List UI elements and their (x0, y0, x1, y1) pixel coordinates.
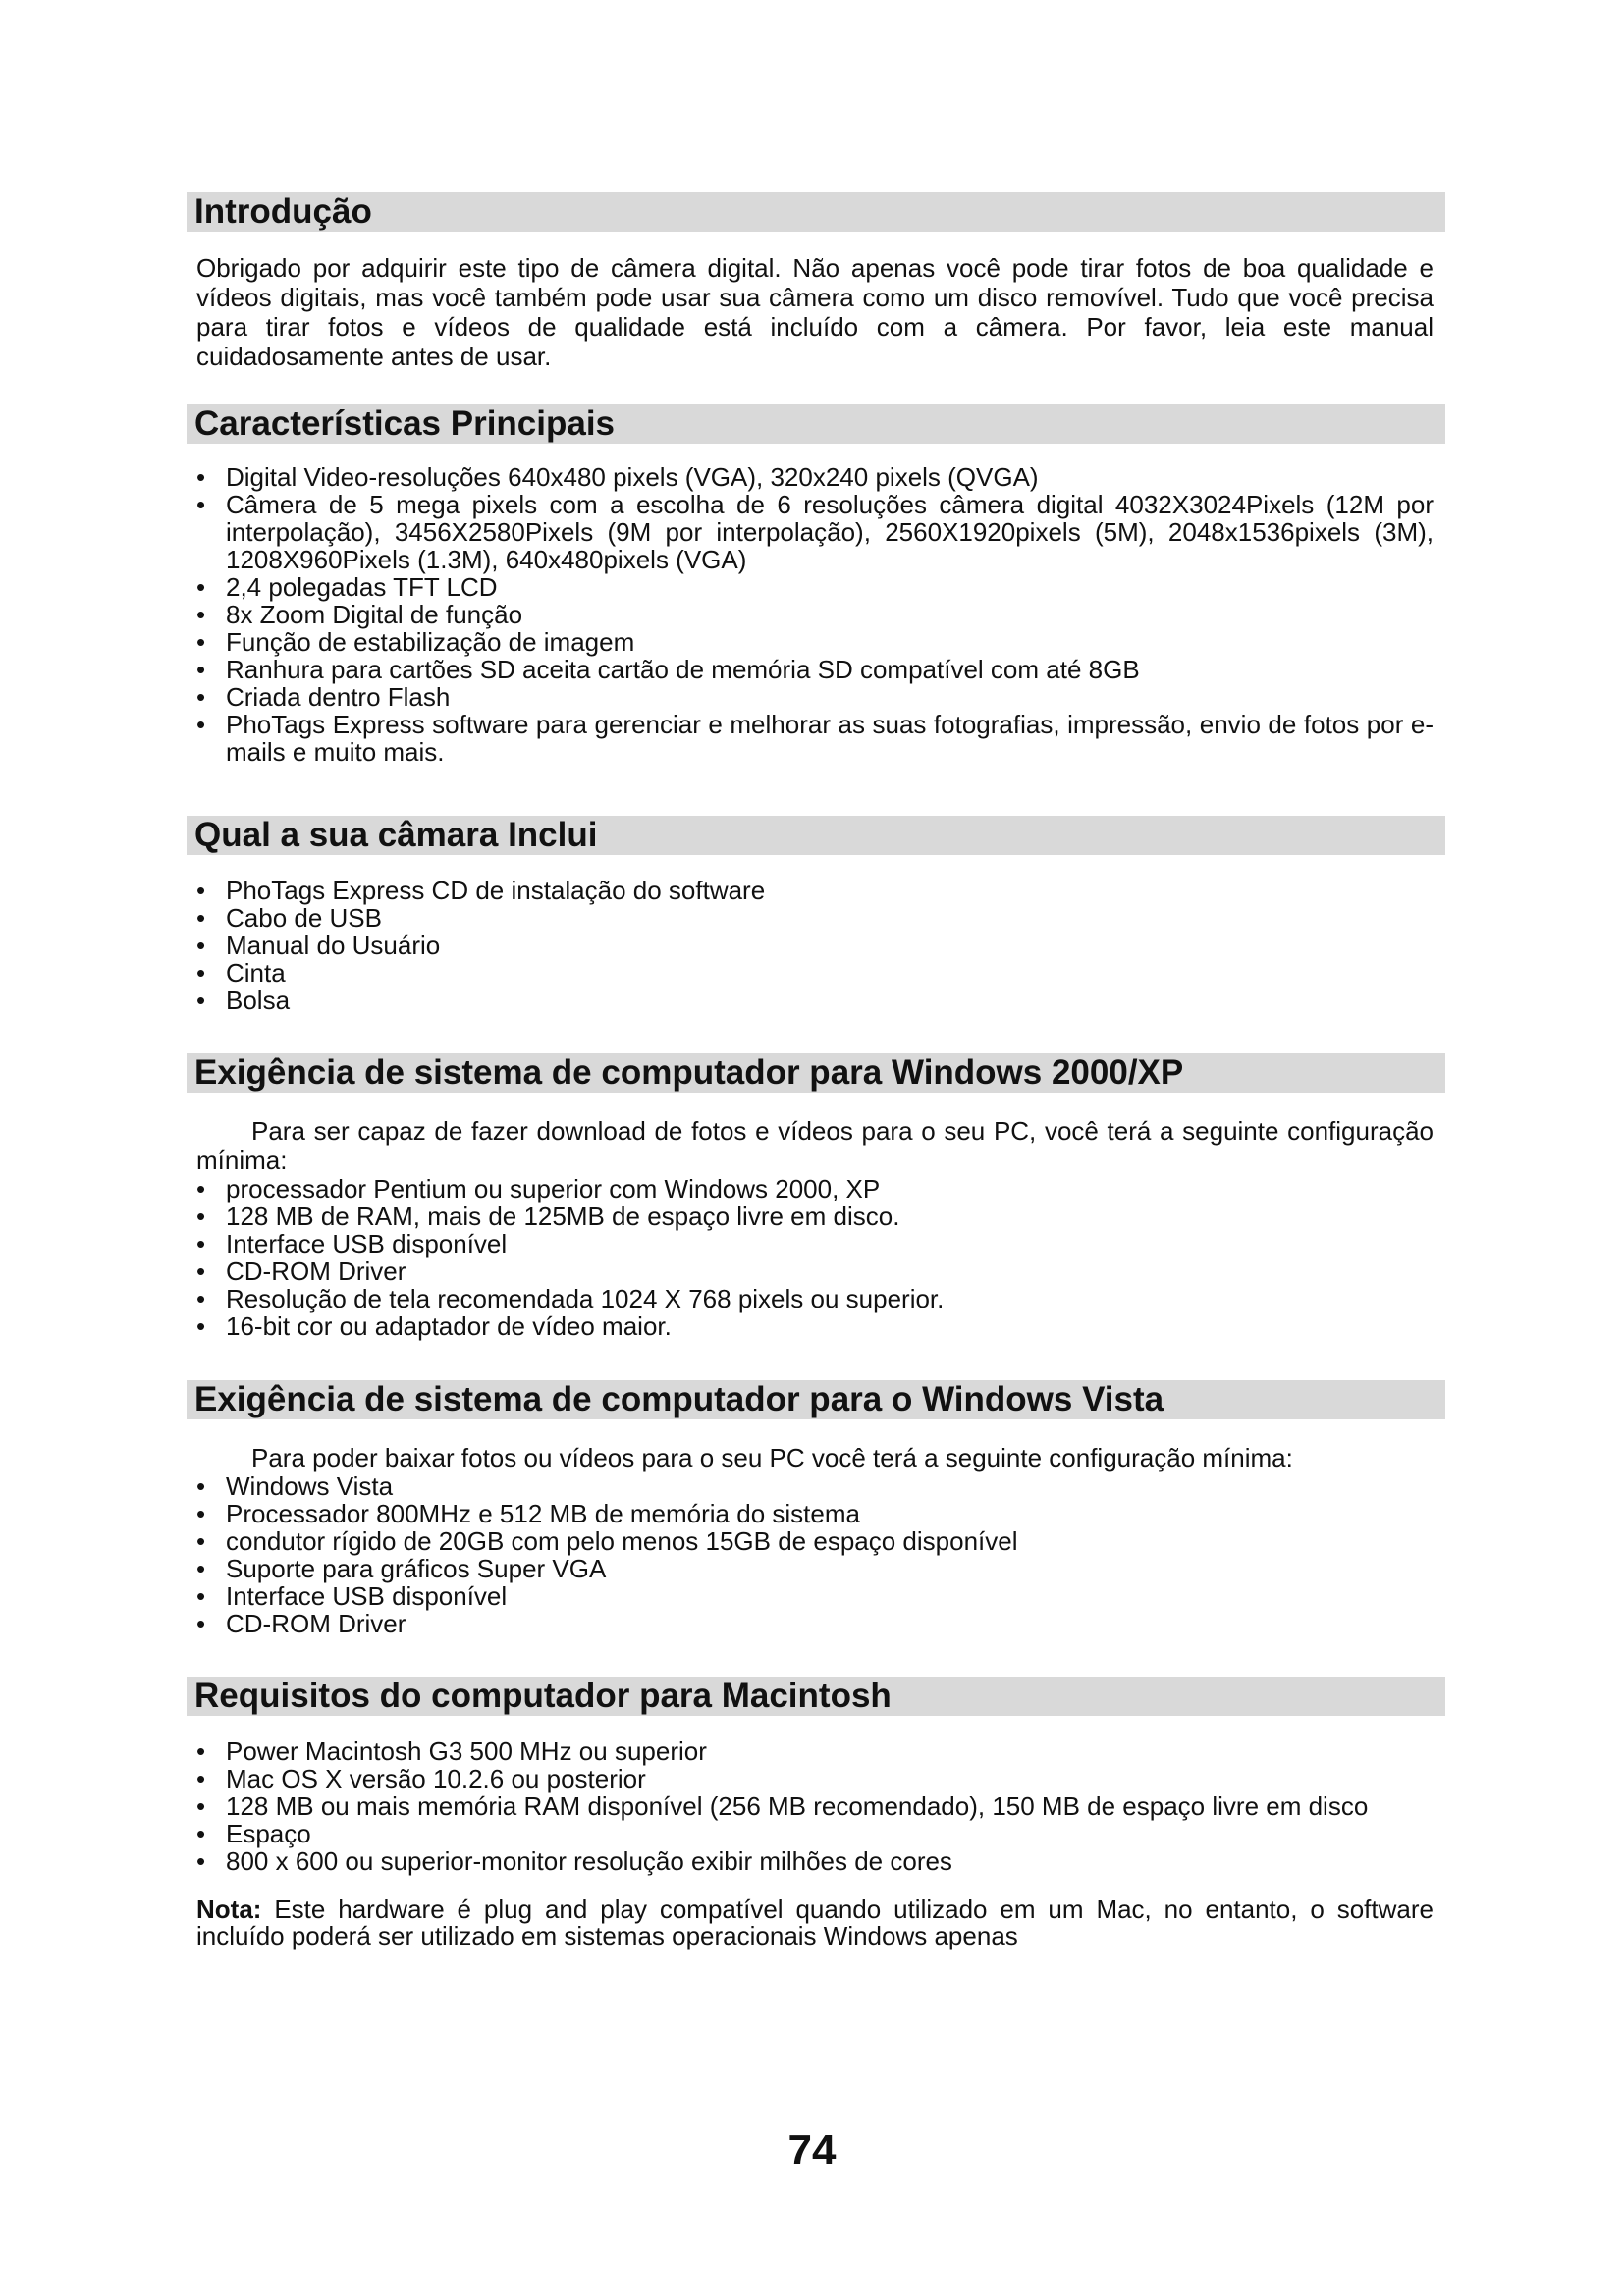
section-mac-requirements (187, 1677, 1445, 1949)
list-item: • Windows Vista (196, 1472, 1434, 1500)
list-item: • PhoTags Express CD de instalação do software (196, 877, 1434, 904)
list-item: • Processador 800MHz e 512 MB de memória do sistema (196, 1500, 1434, 1527)
section-features (187, 404, 1445, 766)
list-item: • Ranhura para cartões SD aceita cartão de memória SD compatível com até 8GB (196, 656, 1434, 683)
windows-xp-list (187, 1175, 1445, 1340)
section-includes (187, 816, 1445, 1014)
list-item: • 2,4 polegadas TFT LCD (196, 573, 1434, 601)
features-list (187, 463, 1445, 766)
windows-xp-intro: Para ser capaz de fazer download de fotos e vídeos para o seu PC, você terá a seguinte configuração mínima: (196, 1116, 1434, 1175)
list-item: • condutor rígido de 20GB com pelo menos 15GB de espaço disponível (196, 1527, 1434, 1555)
list-item: • Câmera de 5 mega pixels com a escolha de 6 resoluções câmera digital 4032X3024Pixels (12M por interpolação), 3456X2580Pixels (9M por interpolação), 2560X1920pixels (5M), 2048x1536pixels (3M), 1208X960Pixels (1.3M), 640x480pixels (VGA) (196, 491, 1434, 573)
list-item: • Função de estabilização de imagem (196, 628, 1434, 656)
section-title-includes: Qual a sua câmara Inclui (187, 816, 1445, 855)
section-title-windows-xp: Exigência de sistema de computador para Windows 2000/XP (187, 1053, 1445, 1093)
section-windows-xp-requirements (187, 1053, 1445, 1340)
list-item: • CD-ROM Driver (196, 1257, 1434, 1285)
note-text: Este hardware é plug and play compatível quando utilizado em um Mac, no entanto, o software incluído poderá ser utilizado em sistemas operacionais Windows apenas (196, 1895, 1434, 1950)
list-item: • Bolsa (196, 987, 1434, 1014)
list-item: • Digital Video-resoluções 640x480 pixels (VGA), 320x240 pixels (QVGA) (196, 463, 1434, 491)
windows-vista-intro: Para poder baixar fotos ou vídeos para o seu PC você terá a seguinte configuração mínima: (251, 1443, 1293, 1472)
list-item: • Cabo de USB (196, 904, 1434, 932)
windows-vista-intro-block (187, 1443, 1445, 1472)
list-item: • 16-bit cor ou adaptador de vídeo maior. (196, 1312, 1434, 1340)
list-item: • Resolução de tela recomendada 1024 X 768 pixels ou superior. (196, 1285, 1434, 1312)
list-item: • Suporte para gráficos Super VGA (196, 1555, 1434, 1582)
list-item: • Interface USB disponível (196, 1582, 1434, 1610)
list-item: • Mac OS X versão 10.2.6 ou posterior (196, 1765, 1434, 1792)
mac-note (187, 1896, 1445, 1949)
note-label: Nota: (196, 1895, 262, 1924)
list-item: • 8x Zoom Digital de função (196, 601, 1434, 628)
list-item: • 800 x 600 ou superior-monitor resolução exibir milhões de cores (196, 1847, 1434, 1875)
page-number: 74 (787, 2126, 837, 2174)
list-item: • CD-ROM Driver (196, 1610, 1434, 1637)
list-item: • 128 MB ou mais memória RAM disponível (256 MB recomendado), 150 MB de espaço livre em disco (196, 1792, 1434, 1820)
section-title-features: Características Principais (187, 404, 1445, 444)
section-title-windows-vista: Exigência de sistema de computador para o Windows Vista (187, 1380, 1445, 1419)
list-item: • Criada dentro Flash (196, 683, 1434, 711)
note-paragraph (196, 1896, 1434, 1949)
includes-list (187, 877, 1445, 1014)
list-item: • Power Macintosh G3 500 MHz ou superior (196, 1737, 1434, 1765)
list-item: • Cinta (196, 959, 1434, 987)
list-item: • Interface USB disponível (196, 1230, 1434, 1257)
list-item: • Manual do Usuário (196, 932, 1434, 959)
list-item: • Espaço (196, 1820, 1434, 1847)
list-item: • processador Pentium ou superior com Windows 2000, XP (196, 1175, 1434, 1202)
introduction-text: Obrigado por adquirir este tipo de câmera digital. Não apenas você pode tirar fotos de boa qualidade e vídeos digitais, mas você também pode usar sua câmera como um disco removível. Tudo que você precisa para tirar fotos e vídeos de qualidade está incluído com a câmera. Por favor, leia este manual cuidadosamente antes de usar. (196, 253, 1434, 371)
windows-vista-list (187, 1472, 1445, 1637)
section-windows-vista-requirements (187, 1380, 1445, 1637)
windows-xp-intro-block (187, 1116, 1445, 1175)
section-introduction (187, 192, 1445, 371)
introduction-paragraph (187, 253, 1445, 371)
list-item: • PhoTags Express software para gerenciar e melhorar as suas fotografias, impressão, envio de fotos por e-mails e muito mais. (196, 711, 1434, 766)
section-title-introduction: Introdução (187, 192, 1445, 232)
list-item: • 128 MB de RAM, mais de 125MB de espaço livre em disco. (196, 1202, 1434, 1230)
section-title-mac: Requisitos do computador para Macintosh (187, 1677, 1445, 1716)
mac-list (187, 1737, 1445, 1875)
